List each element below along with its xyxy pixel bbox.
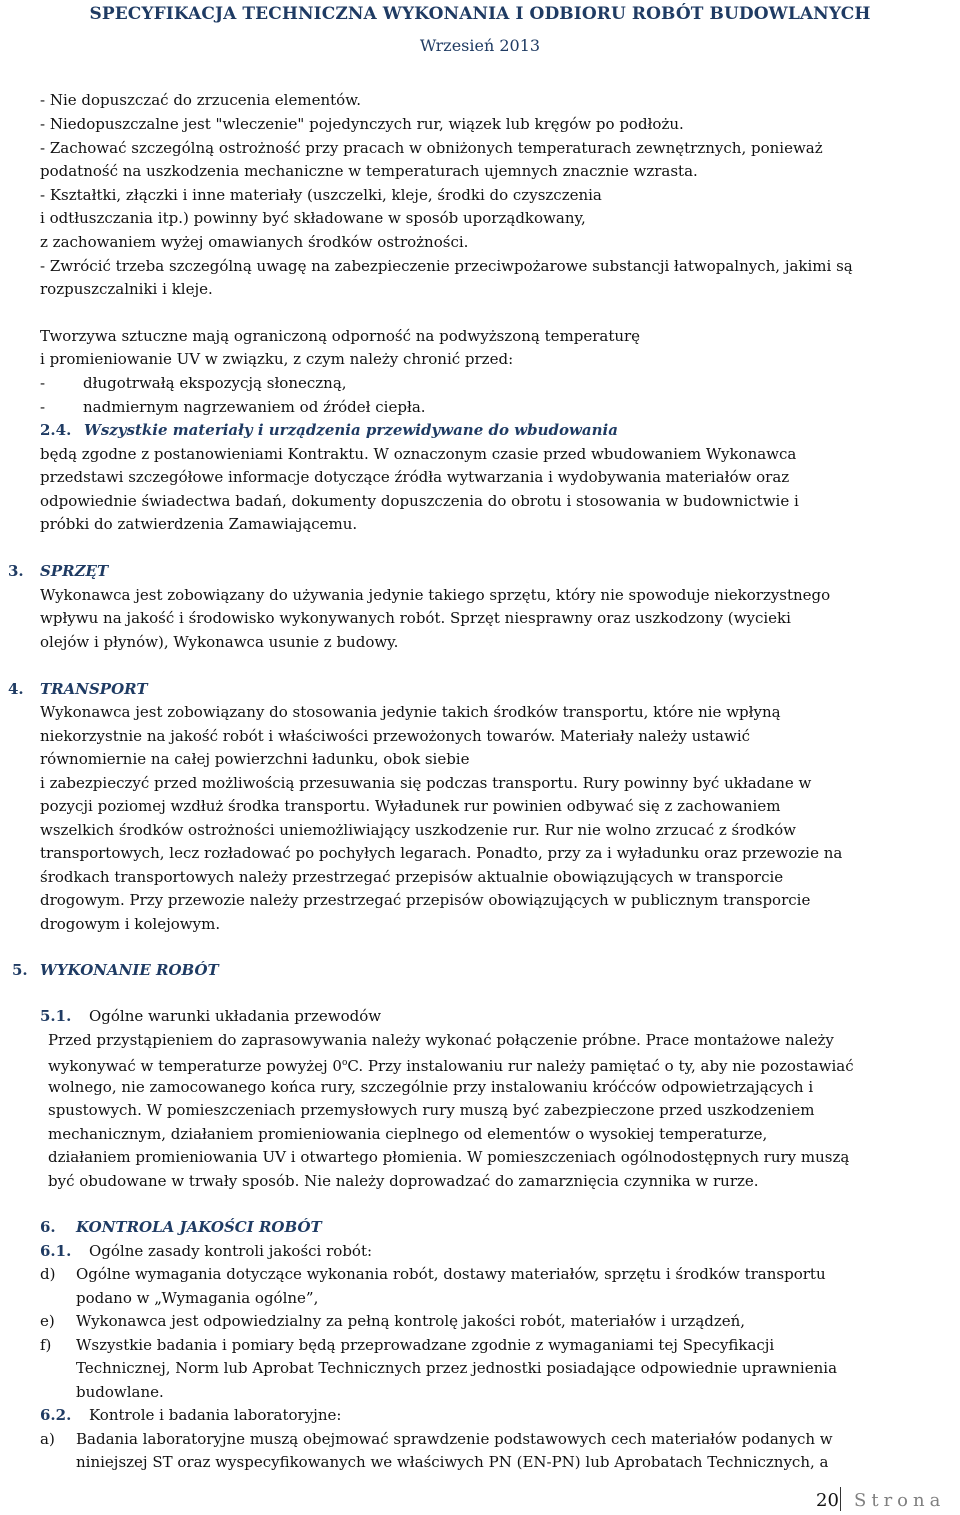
intro-line: - Niedopuszczalne jest "wleczenie" pojedynczych rur, wiązek lub kręgów po podłożu. bbox=[40, 115, 684, 133]
section-4-line: i zabezpieczyć przed możliwością przesuwania się podczas transportu. Rury powinny być układane w bbox=[40, 774, 812, 792]
section-3-title: SPRZĘT bbox=[40, 562, 109, 580]
section-5-1-line: Przed przystąpieniem do zaprasowywania należy wykonać połączenie próbne. Prace montażowe należy bbox=[48, 1031, 834, 1049]
section-5-1-line: być obudowane w trwały sposób. Nie należy doprowadzać do zamarznięcia czynnika w rurze. bbox=[48, 1172, 759, 1190]
section-6-1-number: 6.1. bbox=[40, 1242, 72, 1260]
section-4-line: Wykonawca jest zobowiązany do stosowania jedynie takich środków transportu, które nie wpłyną bbox=[40, 703, 781, 721]
list-marker: e) bbox=[40, 1312, 55, 1330]
list-item-line: Wykonawca jest odpowiedzialny za pełną kontrolę jakości robót, materiałów i urządzeń, bbox=[76, 1312, 746, 1330]
section-5-1-line: spustowych. W pomieszczeniach przemysłowych rury muszą być zabezpieczone przed uszkodzeniem bbox=[48, 1101, 815, 1119]
list-item-line: podano w „Wymagania ogólne”, bbox=[76, 1289, 319, 1307]
section-5-1-line: wykonywać w temperaturze powyżej 0$^o$C. Przy instalowaniu rur należy pamiętać o ty, aby nie pozostawiać bbox=[48, 1057, 854, 1075]
section-4-line: równomiernie na całej powierzchni ładunku, obok siebie bbox=[40, 750, 470, 768]
section-3-line: olejów i płynów), Wykonawca usunie z budowy. bbox=[40, 633, 399, 651]
intro-line: rozpuszczalniki i kleje. bbox=[40, 280, 213, 298]
section-2-4-number: 2.4. bbox=[40, 421, 72, 439]
header-title: SPECYFIKACJA TECHNICZNA WYKONANIA I ODBIORU ROBÓT BUDOWLANYCH bbox=[89, 4, 871, 24]
list-marker: f) bbox=[40, 1336, 52, 1354]
section-5-number: 5. bbox=[12, 961, 28, 979]
intro-line: - Zwrócić trzeba szczególną uwagę na zabezpieczenie przeciwpożarowe substancji łatwopalnych, jakimi są bbox=[40, 257, 853, 275]
list-item-line: Technicznej, Norm lub Aprobat Technicznych przez jednostki posiadające odpowiednie uprawnienia bbox=[76, 1359, 838, 1377]
list-item-line: Badania laboratoryjne muszą obejmować sprawdzenie podstawowych cech materiałów podanych w bbox=[76, 1430, 833, 1448]
section-3-line: Wykonawca jest zobowiązany do używania jedynie takiego sprzętu, który nie spowoduje niekorzystnego bbox=[40, 586, 831, 604]
list-item-line: budowlane. bbox=[76, 1383, 164, 1401]
footer-divider bbox=[840, 1487, 841, 1511]
section-6-2-title: Kontrole i badania laboratoryjne: bbox=[89, 1406, 342, 1424]
section-4-line: wszelkich środków ostrożności uniemożliwiający uszkodzenie rur. Rur nie wolno zrzucać z środków bbox=[40, 821, 796, 839]
section-3-line: wpływu na jakość i środowisko wykonywanych robót. Sprzęt niesprawny oraz uszkodzony (wycieki bbox=[40, 609, 791, 627]
plastics-bullet: długotrwałą ekspozycją słoneczną, bbox=[83, 374, 347, 392]
section-4-line: pozycji poziomej wzdłuż środka transportu. Wyładunek rur powinien odbywać się z zachowaniem bbox=[40, 797, 781, 815]
section-2-4-title: Wszystkie materiały i urządzenia przewidywane do wbudowania bbox=[84, 421, 618, 439]
list-item-line: Wszystkie badania i pomiary będą przeprowadzane zgodnie z wymaganiami tej Specyfikacji bbox=[76, 1336, 775, 1354]
section-6-title: KONTROLA JAKOŚCI ROBÓT bbox=[76, 1218, 322, 1236]
section-4-title: TRANSPORT bbox=[40, 680, 148, 698]
intro-line: - Zachować szczególną ostrożność przy pracach w obniżonych temperaturach zewnętrznych, ponieważ bbox=[40, 139, 823, 157]
section-4-line: drogowym i kolejowym. bbox=[40, 915, 221, 933]
section-5-1-line: działaniem promieniowania UV i otwartego płomienia. W pomieszczeniach ogólnodostępnych rury muszą bbox=[48, 1148, 850, 1166]
plastics-line: Tworzywa sztuczne mają ograniczoną odporność na podwyższoną temperaturę bbox=[40, 327, 641, 345]
section-2-4-line: odpowiednie świadectwa badań, dokumenty dopuszczenia do obrotu i stosowania w budownictwie i bbox=[40, 492, 799, 510]
section-5-1-line: wolnego, nie zamocowanego końca rury, szczególnie przy instalowaniu króćców odpowietrzających i bbox=[48, 1078, 814, 1096]
section-4-line: drogowym. Przy przewozie należy przestrzegać przepisów obowiązujących w publicznym transporcie bbox=[40, 891, 811, 909]
section-5-1-number: 5.1. bbox=[40, 1007, 72, 1025]
section-4-line: transportowych, lecz rozładować po pochyłych legarach. Ponadto, przy za i wyładunku oraz przewozie na bbox=[40, 844, 843, 862]
section-2-4-line: próbki do zatwierdzenia Zamawiającemu. bbox=[40, 515, 358, 533]
section-5-1-line: mechanicznym, działaniem promieniowania cieplnego od elementów o wysokiej temperaturze, bbox=[48, 1125, 768, 1143]
section-5-1-title: Ogólne warunki układania przewodów bbox=[89, 1007, 382, 1025]
list-marker: a) bbox=[40, 1430, 55, 1448]
plastics-line: i promieniowanie UV w związku, z czym należy chronić przed: bbox=[40, 350, 514, 368]
list-marker: d) bbox=[40, 1265, 56, 1283]
plastics-bullet: nadmiernym nagrzewaniem od źródeł ciepła. bbox=[83, 398, 426, 416]
intro-line: - Nie dopuszczać do zrzucenia elementów. bbox=[40, 91, 361, 109]
page-label: Strona bbox=[854, 1490, 946, 1511]
section-4-number: 4. bbox=[8, 680, 24, 698]
intro-line: podatność na uszkodzenia mechaniczne w temperaturach ujemnych znacznie wzrasta. bbox=[40, 162, 698, 180]
list-item-line: niniejszej ST oraz wyspecyfikowanych we właściwych PN (EN-PN) lub Aprobatach Technicznych, a bbox=[76, 1453, 829, 1471]
section-2-4-line: będą zgodne z postanowieniami Kontraktu. W oznaczonym czasie przed wbudowaniem Wykonawca bbox=[40, 445, 797, 463]
section-2-4-line: przedstawi szczegółowe informacje dotyczące źródła wytwarzania i wydobywania materiałów oraz bbox=[40, 468, 790, 486]
intro-line: z zachowaniem wyżej omawianych środków ostrożności. bbox=[40, 233, 469, 251]
intro-line: - Kształtki, złączki i inne materiały (uszczelki, kleje, środki do czyszczenia bbox=[40, 186, 602, 204]
section-3-number: 3. bbox=[8, 562, 24, 580]
section-5-title: WYKONANIE ROBÓT bbox=[40, 961, 219, 979]
section-6-2-number: 6.2. bbox=[40, 1406, 72, 1424]
section-4-line: niekorzystnie na jakość robót i właściwości przewożonych towarów. Materiały należy ustawić bbox=[40, 727, 751, 745]
bullet-mark: - bbox=[40, 398, 46, 416]
intro-line: i odtłuszczania itp.) powinny być składowane w sposób uporządkowany, bbox=[40, 209, 586, 227]
page-number: 20 bbox=[816, 1490, 839, 1511]
bullet-mark: - bbox=[40, 374, 46, 392]
section-6-1-title: Ogólne zasady kontroli jakości robót: bbox=[89, 1242, 373, 1260]
list-item-line: Ogólne wymagania dotyczące wykonania robót, dostawy materiałów, sprzętu i środków transportu bbox=[76, 1265, 826, 1283]
header-date: Wrzesień 2013 bbox=[419, 36, 541, 55]
section-6-number: 6. bbox=[40, 1218, 56, 1236]
section-4-line: środkach transportowych należy przestrzegać przepisów aktualnie obowiązujących w transporcie bbox=[40, 868, 784, 886]
